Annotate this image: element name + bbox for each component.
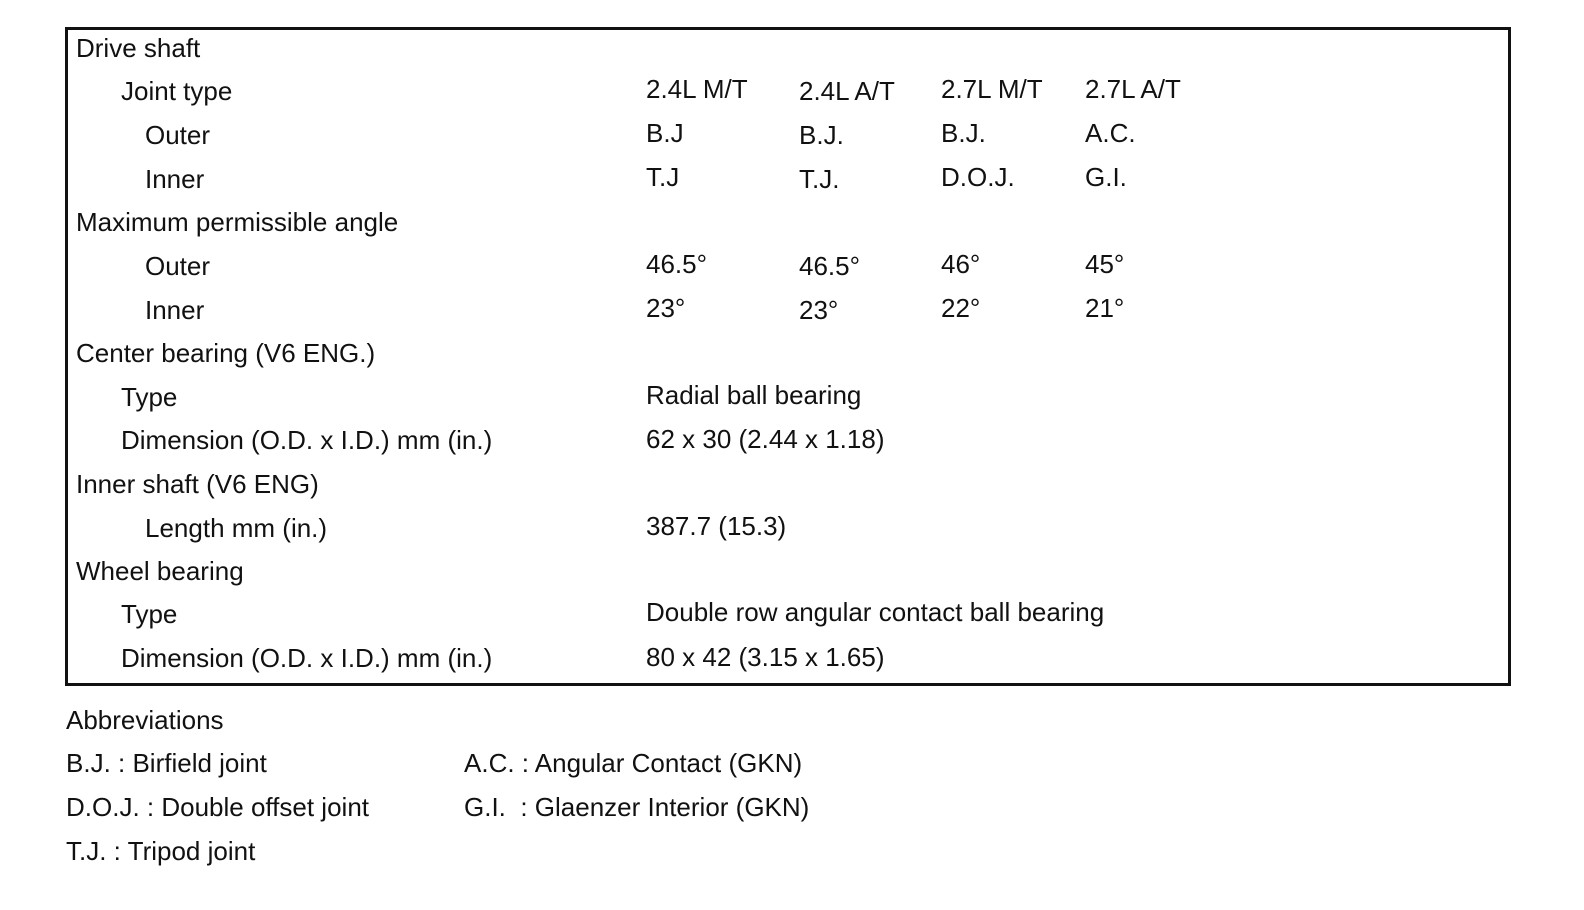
abbreviation-doj: D.O.J. : Double offset joint [66,792,369,822]
joint-inner-value: T.J. [799,164,840,194]
angle-outer-value: 46° [941,249,981,279]
angle-outer-value: 45° [1085,249,1125,279]
center-bearing-type-value: Radial ball bearing [646,380,862,410]
joint-outer-label: Outer [145,120,211,150]
abbreviation-tj: T.J. : Tripod joint [66,836,256,866]
wheel-bearing-heading: Wheel bearing [76,556,244,586]
joint-outer-value: B.J. [799,120,844,150]
column-header-2-7l-mt: 2.7L M/T [941,74,1043,104]
abbreviation-bj: B.J. : Birfield joint [66,748,267,778]
joint-outer-value: A.C. [1085,118,1136,148]
wheel-bearing-type-value: Double row angular contact ball bearing [646,597,1105,627]
joint-inner-value: G.I. [1085,162,1127,192]
angle-outer-value: 46.5° [799,251,861,281]
center-bearing-dimension-value: 62 x 30 (2.44 x 1.18) [646,424,885,454]
joint-outer-value: B.J. [941,118,986,148]
angle-outer-value: 46.5° [646,249,708,279]
abbreviation-ac: A.C. : Angular Contact (GKN) [464,748,803,778]
wheel-bearing-type-label: Type [121,599,178,629]
max-angle-heading: Maximum permissible angle [76,207,399,237]
column-header-2-7l-at: 2.7L A/T [1085,74,1181,104]
inner-shaft-heading: Inner shaft (V6 ENG) [76,469,319,499]
center-bearing-dimension-label: Dimension (O.D. x I.D.) mm (in.) [121,425,493,455]
angle-inner-value: 23° [646,293,686,323]
wheel-bearing-dimension-label: Dimension (O.D. x I.D.) mm (in.) [121,643,493,673]
angle-outer-label: Outer [145,251,211,281]
abbreviation-gi: G.I. : Glaenzer Interior (GKN) [464,792,810,822]
column-header-2-4l-mt: 2.4L M/T [646,74,748,104]
joint-outer-value: B.J [646,118,684,148]
joint-inner-value: T.J [646,162,680,192]
joint-inner-value: D.O.J. [941,162,1015,192]
joint-inner-label: Inner [145,164,205,194]
inner-shaft-length-value: 387.7 (15.3) [646,511,787,541]
angle-inner-value: 22° [941,293,981,323]
wheel-bearing-dimension-value: 80 x 42 (3.15 x 1.65) [646,642,885,672]
column-header-2-4l-at: 2.4L A/T [799,76,895,106]
inner-shaft-length-label: Length mm (in.) [145,513,328,543]
drive-shaft-heading: Drive shaft [76,33,201,63]
angle-inner-label: Inner [145,295,205,325]
center-bearing-heading: Center bearing (V6 ENG.) [76,338,376,368]
angle-inner-value: 23° [799,295,839,325]
joint-type-label: Joint type [121,76,233,106]
angle-inner-value: 21° [1085,293,1125,323]
abbreviations-heading: Abbreviations [66,705,224,735]
center-bearing-type-label: Type [121,382,178,412]
